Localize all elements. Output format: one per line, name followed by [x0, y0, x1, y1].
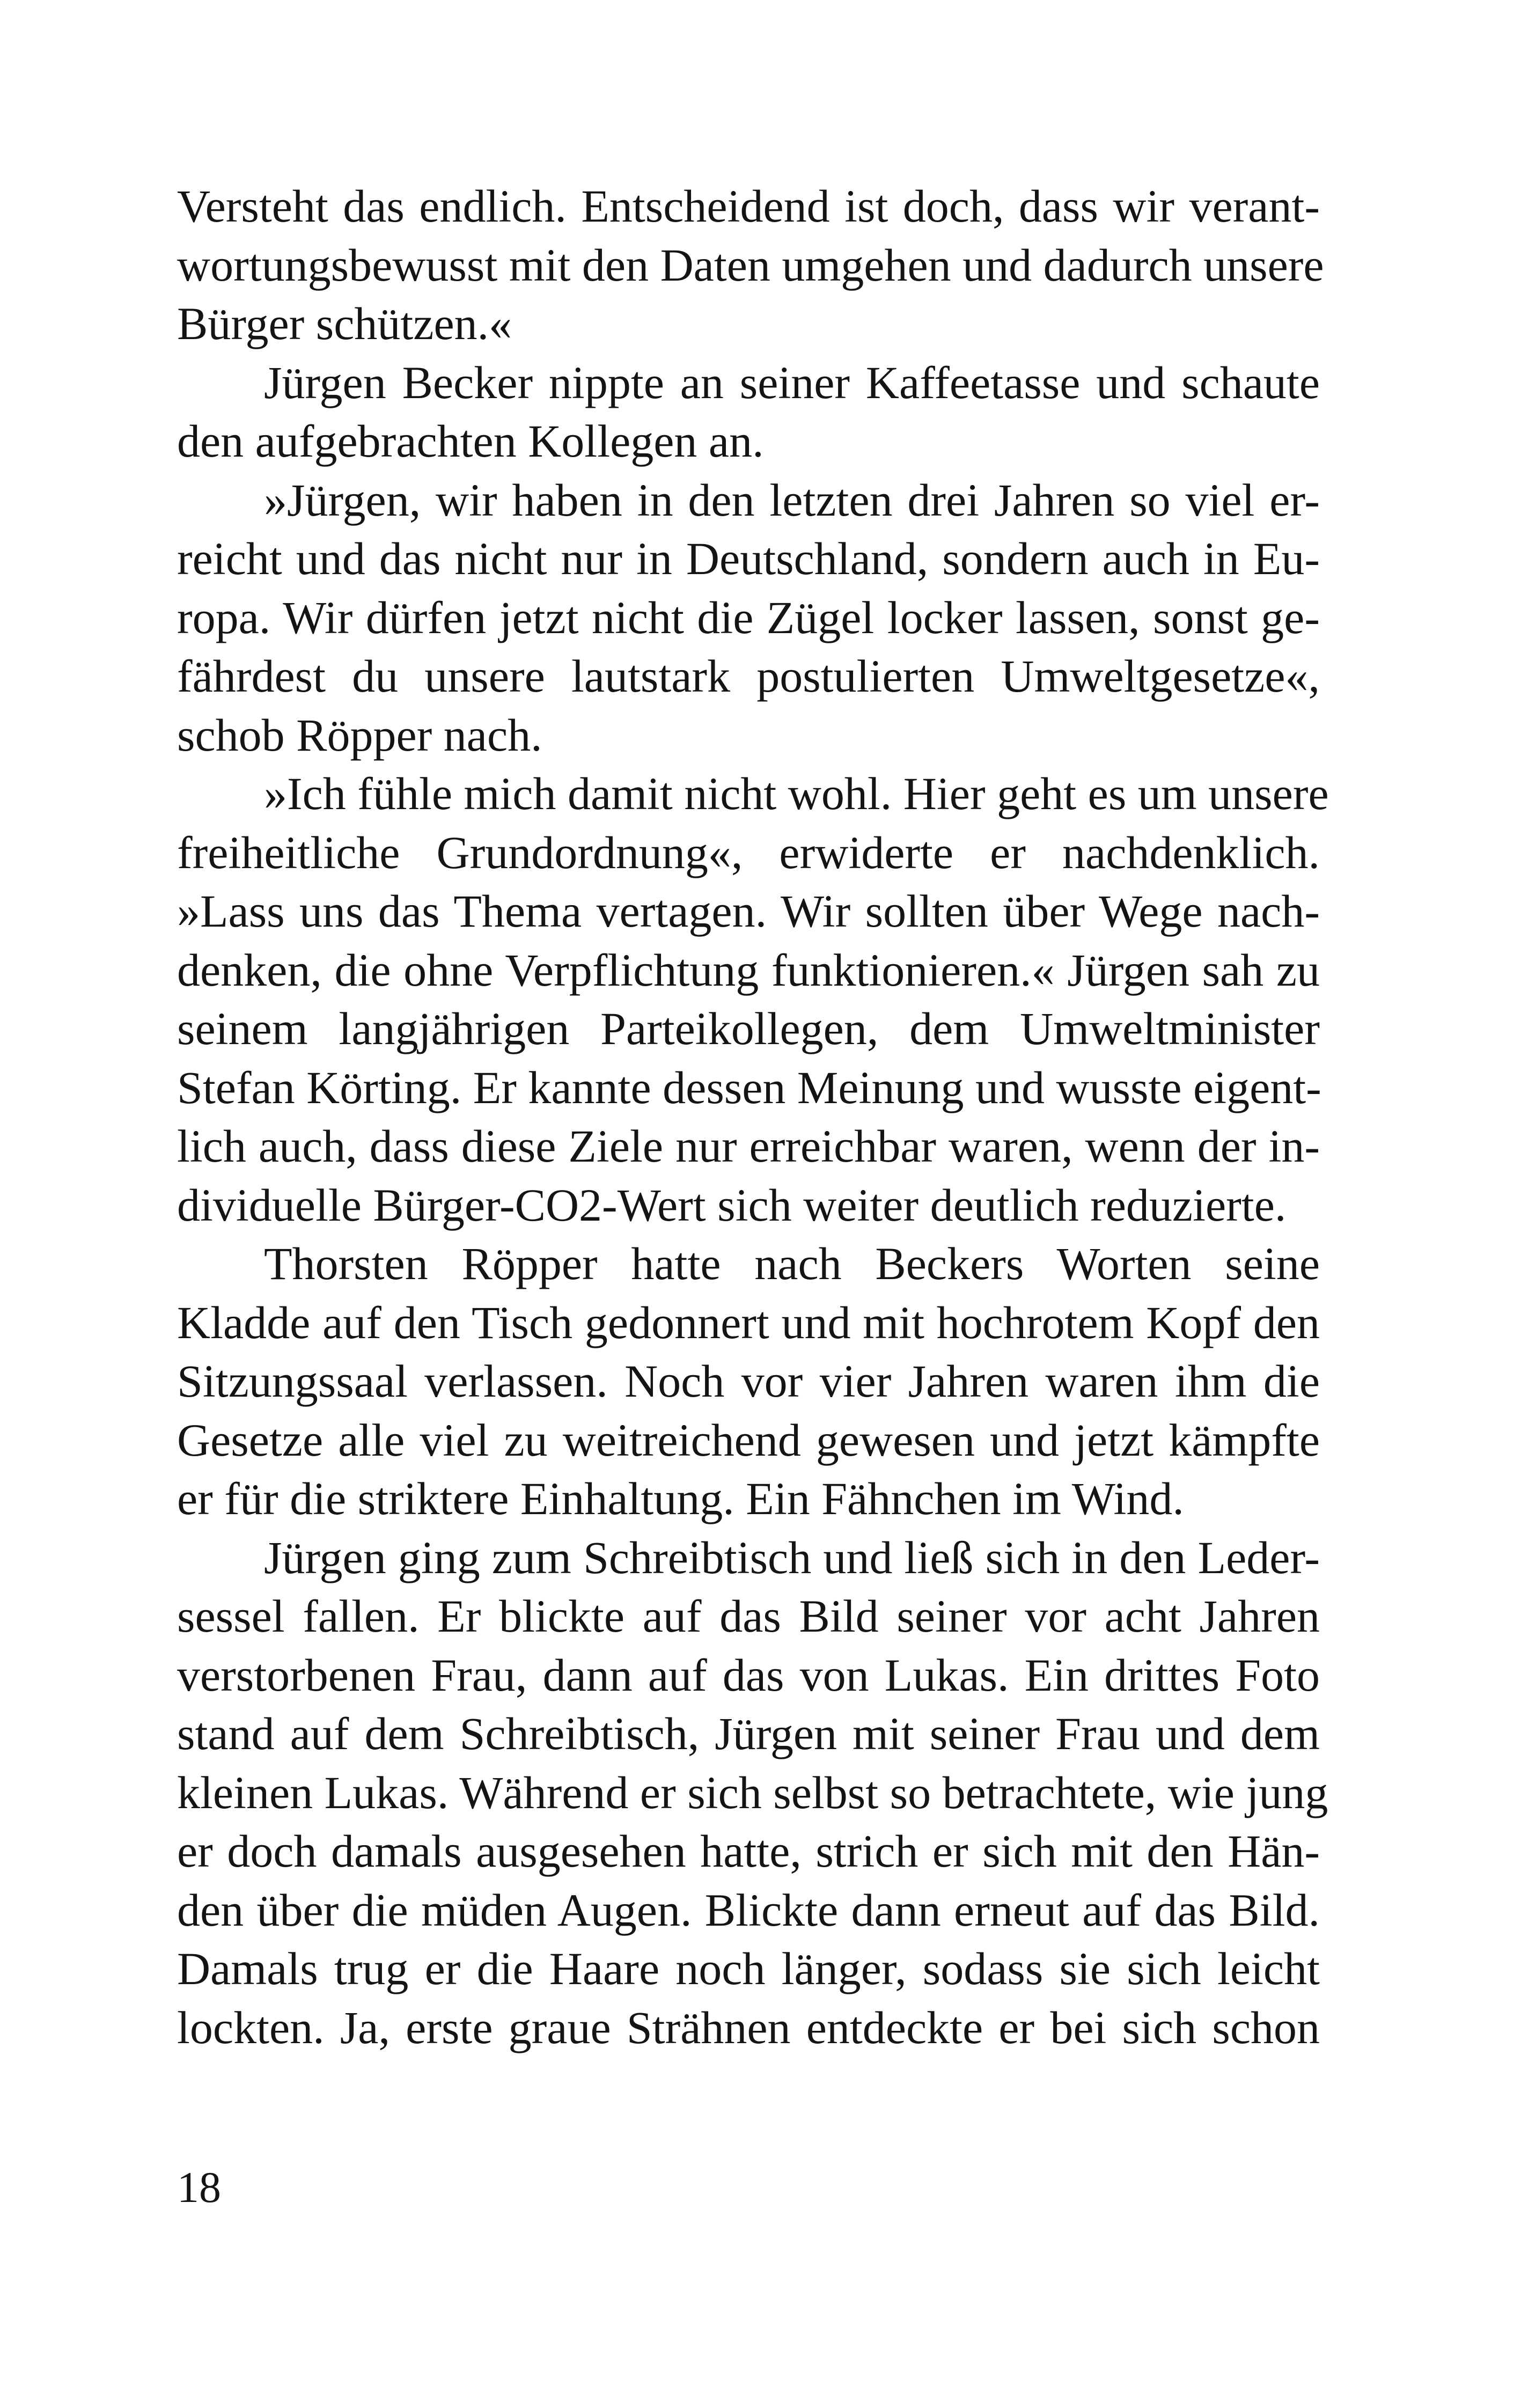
text-line: seinem langjährigen Parteikollegen, dem Umweltminister — [177, 1003, 1320, 1054]
text-line: lockten. Ja, erste graue Strähnen entdeckte er bei sich schon — [177, 2001, 1320, 2053]
text-line: Stefan Körting. Er kannte dessen Meinung und wusste eigent- — [177, 1061, 1321, 1113]
text-line: den aufgebrachten Kollegen an. — [177, 415, 764, 467]
text-line: dividuelle Bürger-CO2-Wert sich weiter deutlich reduzierte. — [177, 1179, 1287, 1231]
text-line: kleinen Lukas. Während er sich selbst so betrachtete, wie jung — [177, 1766, 1328, 1818]
text-line: Gesetze alle viel zu weitreichend gewesen und jetzt kämpfte — [177, 1414, 1320, 1466]
text-line: den über die müden Augen. Blickte dann erneut auf das Bild. — [177, 1884, 1320, 1936]
text-line: Sitzungssaal verlassen. Noch vor vier Jahren waren ihm die — [177, 1355, 1320, 1407]
text-line: »Jürgen, wir haben in den letzten drei Jahren so viel er- — [264, 474, 1320, 526]
text-line: wortungsbewusst mit den Daten umgehen und dadurch unsere — [177, 239, 1324, 291]
text-line: reicht und das nicht nur in Deutschland, sondern auch in Eu- — [177, 533, 1320, 584]
text-line: verstorbenen Frau, dann auf das von Lukas. Ein drittes Foto — [177, 1649, 1320, 1701]
text-line: Bürger schützen.« — [177, 298, 512, 349]
text-line: »Ich fühle mich damit nicht wohl. Hier geht es um unsere — [264, 768, 1329, 819]
page-number: 18 — [177, 2163, 221, 2212]
text-line: fährdest du unsere lautstark postulierten Umweltgesetze«, — [177, 650, 1320, 702]
text-line: er doch damals ausgesehen hatte, strich er sich mit den Hän- — [177, 1825, 1320, 1877]
text-line: freiheitliche Grundordnung«, erwiderte er nachdenklich. — [177, 826, 1320, 878]
text-line: schob Röpper nach. — [177, 709, 542, 761]
text-line: Damals trug er die Haare noch länger, sodass sie sich leicht — [177, 1943, 1320, 1994]
text-line: sessel fallen. Er blickte auf das Bild seiner vor acht Jahren — [177, 1590, 1320, 1642]
text-line: Jürgen Becker nippte an seiner Kaffeetasse und schaute — [264, 356, 1320, 408]
body-text — [177, 177, 1329, 2057]
text-line: Thorsten Röpper hatte nach Beckers Worten seine — [264, 1238, 1320, 1289]
text-line: lich auch, dass diese Ziele nur erreichbar waren, wenn der in- — [177, 1120, 1320, 1172]
text-line: Jürgen ging zum Schreibtisch und ließ sich in den Leder- — [264, 1531, 1320, 1583]
text-line: »Lass uns das Thema vertagen. Wir sollten über Wege nach- — [177, 885, 1320, 937]
text-line: stand auf dem Schreibtisch, Jürgen mit seiner Frau und dem — [177, 1708, 1320, 1759]
text-line: Kladde auf den Tisch gedonnert und mit hochrotem Kopf den — [177, 1296, 1320, 1348]
text-line: ropa. Wir dürfen jetzt nicht die Zügel locker lassen, sonst ge- — [177, 591, 1320, 643]
text-line: Versteht das endlich. Entscheidend ist doch, dass wir verant- — [177, 180, 1320, 232]
text-line: er für die striktere Einhaltung. Ein Fähnchen im Wind. — [177, 1473, 1184, 1524]
text-line: denken, die ohne Verpflichtung funktionieren.« Jürgen sah zu — [177, 944, 1320, 996]
